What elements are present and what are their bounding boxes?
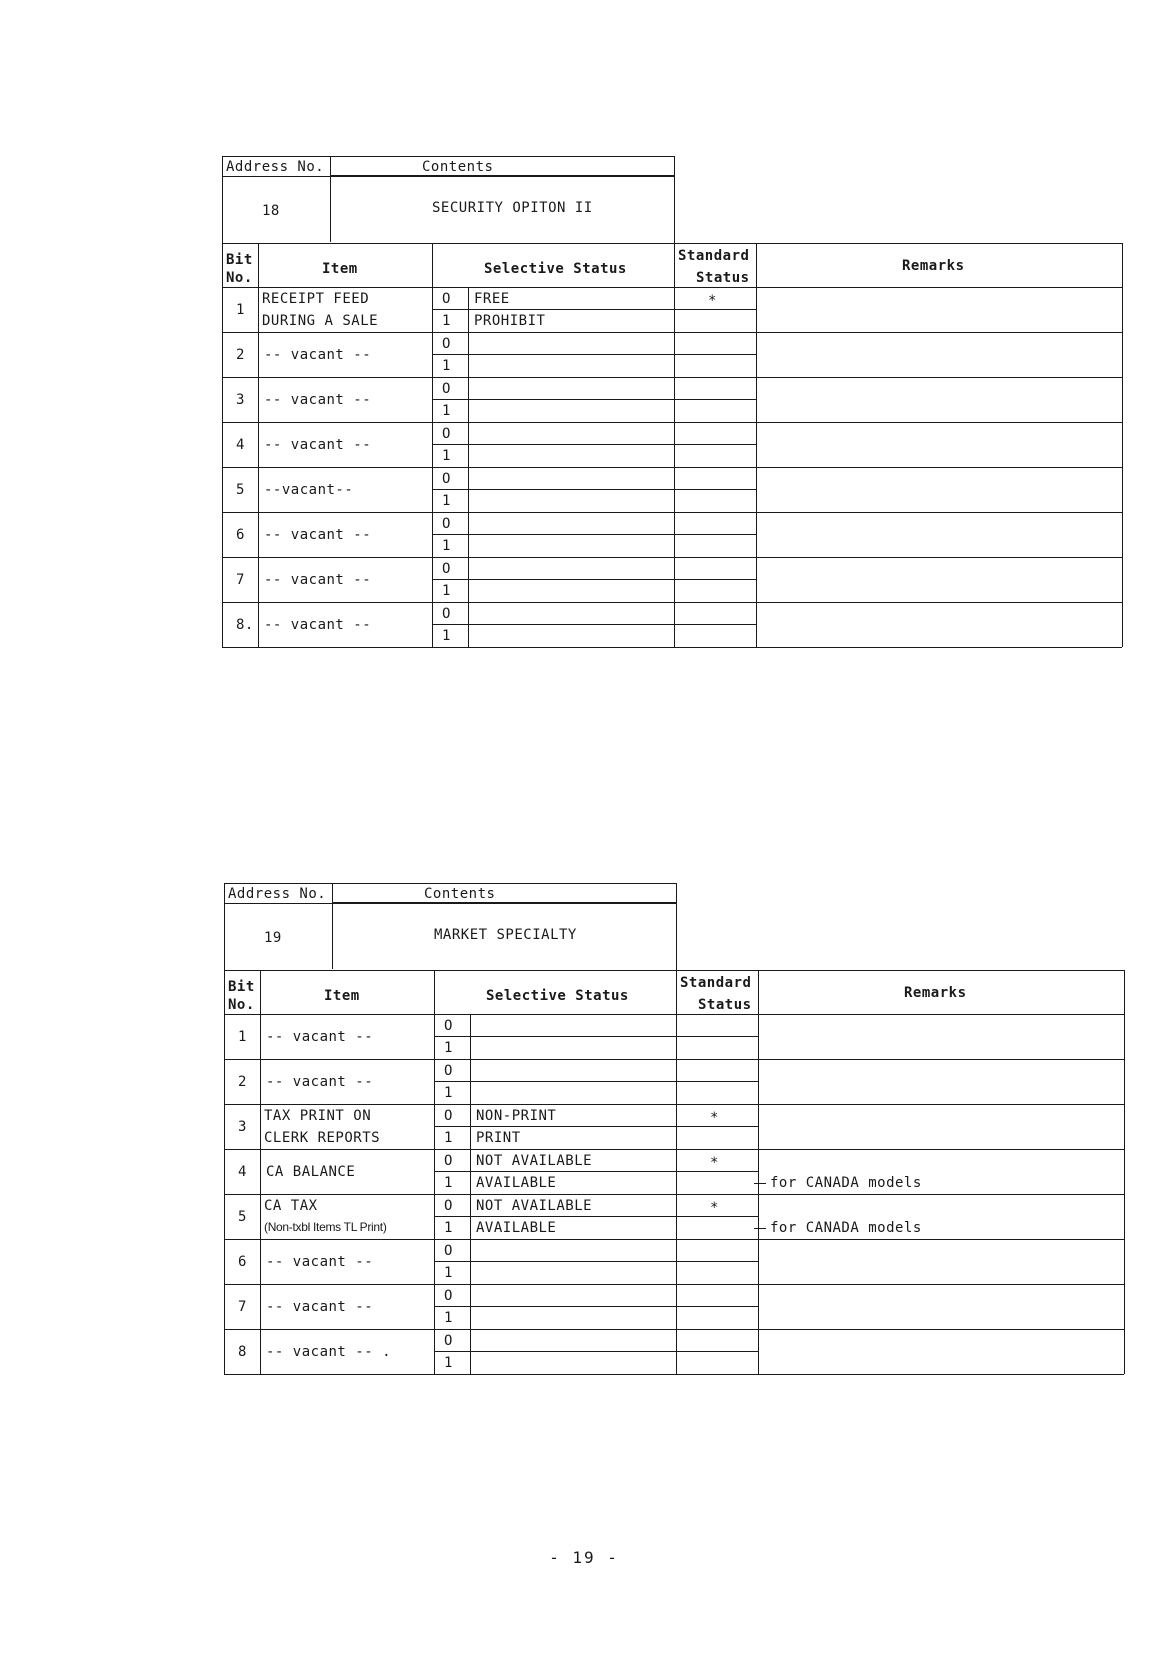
grid-hline bbox=[332, 902, 676, 903]
grid-hline bbox=[224, 883, 676, 884]
item-name: -- vacant -- bbox=[264, 347, 372, 363]
grid-vline bbox=[470, 1284, 471, 1329]
bit-number: 3 bbox=[236, 392, 245, 408]
grid-vline bbox=[468, 557, 469, 602]
bit-number: 1 bbox=[238, 1029, 247, 1045]
grid-vline bbox=[222, 422, 223, 467]
grid-vline bbox=[258, 602, 259, 647]
bit-number: 4 bbox=[236, 437, 245, 453]
grid-hline bbox=[224, 1014, 1124, 1015]
grid-vline bbox=[676, 1014, 677, 1059]
status-zero-digit: O bbox=[444, 1288, 453, 1304]
grid-vline bbox=[470, 1059, 471, 1104]
grid-vline bbox=[224, 1014, 225, 1059]
grid-vline bbox=[224, 1284, 225, 1329]
grid-vline bbox=[1124, 1194, 1125, 1239]
grid-hline bbox=[434, 1351, 758, 1352]
grid-hline bbox=[224, 1329, 1124, 1330]
grid-vline bbox=[470, 1149, 471, 1194]
status-zero-text: NOT AVAILABLE bbox=[476, 1153, 593, 1169]
grid-hline bbox=[434, 1081, 758, 1082]
grid-hline bbox=[432, 399, 756, 400]
status-zero-digit: O bbox=[442, 561, 451, 577]
grid-vline bbox=[432, 602, 433, 647]
grid-hline bbox=[224, 1284, 1124, 1285]
grid-vline bbox=[224, 970, 225, 1014]
col-status-label: Selective Status bbox=[484, 261, 627, 277]
grid-hline bbox=[222, 243, 1122, 244]
grid-vline bbox=[674, 467, 675, 512]
grid-hline bbox=[434, 1216, 758, 1217]
bit-number: 2 bbox=[236, 347, 245, 363]
status-zero-text: NOT AVAILABLE bbox=[476, 1198, 593, 1214]
status-zero-digit: O bbox=[444, 1108, 453, 1124]
grid-vline bbox=[756, 557, 757, 602]
status-one-digit: 1 bbox=[444, 1220, 453, 1236]
status-zero-text: FREE bbox=[474, 291, 510, 307]
item-name: -- vacant -- bbox=[264, 392, 372, 408]
grid-vline bbox=[1124, 1239, 1125, 1284]
status-zero-digit: O bbox=[442, 426, 451, 442]
grid-vline bbox=[758, 1059, 759, 1104]
grid-hline bbox=[224, 1104, 1124, 1105]
status-zero-digit: O bbox=[442, 381, 451, 397]
grid-vline bbox=[468, 377, 469, 422]
grid-vline bbox=[468, 422, 469, 467]
bit-number: 2 bbox=[238, 1074, 247, 1090]
grid-vline bbox=[1122, 602, 1123, 647]
standard-mark-zero: * bbox=[710, 1155, 719, 1171]
grid-vline bbox=[756, 243, 757, 287]
grid-vline bbox=[674, 243, 675, 287]
status-one-text: PROHIBIT bbox=[474, 313, 546, 329]
grid-vline bbox=[676, 1059, 677, 1104]
grid-vline bbox=[222, 512, 223, 557]
item-line-1: RECEIPT FEED bbox=[262, 291, 370, 307]
grid-vline bbox=[432, 377, 433, 422]
grid-vline bbox=[258, 467, 259, 512]
grid-vline bbox=[676, 1149, 677, 1194]
grid-vline bbox=[330, 156, 331, 242]
grid-vline bbox=[222, 243, 223, 287]
status-one-digit: 1 bbox=[444, 1040, 453, 1056]
item-line-2: CLERK REPORTS bbox=[264, 1130, 381, 1146]
grid-vline bbox=[434, 1329, 435, 1374]
grid-vline bbox=[676, 1104, 677, 1149]
col-bit-label: Bit bbox=[226, 252, 253, 268]
bit-number: 5 bbox=[236, 482, 245, 498]
grid-vline bbox=[756, 332, 757, 377]
bit-number: 5 bbox=[238, 1209, 247, 1225]
grid-vline bbox=[224, 1059, 225, 1104]
grid-vline bbox=[432, 422, 433, 467]
grid-vline bbox=[1124, 1059, 1125, 1104]
item-name: -- vacant -- bbox=[266, 1254, 374, 1270]
grid-vline bbox=[758, 1329, 759, 1374]
grid-vline bbox=[332, 883, 333, 969]
grid-hline bbox=[222, 176, 674, 177]
status-zero-digit: O bbox=[444, 1333, 453, 1349]
col-remarks-label: Remarks bbox=[904, 985, 967, 1001]
bit-number: 8 bbox=[238, 1344, 247, 1360]
item-name: -- vacant -- bbox=[264, 572, 372, 588]
grid-vline bbox=[468, 287, 469, 332]
col-remarks-label: Remarks bbox=[902, 258, 965, 274]
grid-vline bbox=[258, 557, 259, 602]
grid-vline bbox=[432, 332, 433, 377]
status-zero-digit: O bbox=[442, 336, 451, 352]
status-one-digit: 1 bbox=[444, 1130, 453, 1146]
status-one-digit: 1 bbox=[442, 448, 451, 464]
grid-vline bbox=[224, 1104, 225, 1149]
grid-vline bbox=[674, 557, 675, 602]
grid-vline bbox=[674, 422, 675, 467]
grid-hline bbox=[434, 1126, 758, 1127]
item-line-2: (Non-txbl Items TL Print) bbox=[264, 1220, 387, 1234]
grid-vline bbox=[758, 1194, 759, 1239]
grid-vline bbox=[260, 1284, 261, 1329]
grid-vline bbox=[434, 1284, 435, 1329]
status-one-text: AVAILABLE bbox=[476, 1220, 557, 1236]
status-zero-digit: O bbox=[444, 1153, 453, 1169]
grid-vline bbox=[432, 512, 433, 557]
grid-vline bbox=[1124, 1014, 1125, 1059]
grid-vline bbox=[258, 243, 259, 287]
grid-vline bbox=[756, 377, 757, 422]
item-name: -- vacant -- bbox=[264, 437, 372, 453]
grid-vline bbox=[1122, 467, 1123, 512]
grid-vline bbox=[470, 1329, 471, 1374]
remark-one: for CANADA models bbox=[770, 1220, 922, 1236]
grid-vline bbox=[222, 377, 223, 422]
grid-vline bbox=[222, 332, 223, 377]
remark-leader-line bbox=[754, 1183, 766, 1184]
grid-vline bbox=[758, 1284, 759, 1329]
grid-hline bbox=[222, 422, 1122, 423]
grid-vline bbox=[224, 1149, 225, 1194]
status-one-digit: 1 bbox=[444, 1175, 453, 1191]
grid-hline bbox=[330, 175, 674, 176]
status-one-digit: 1 bbox=[442, 358, 451, 374]
grid-vline bbox=[260, 1194, 261, 1239]
status-zero-digit: O bbox=[444, 1063, 453, 1079]
grid-hline bbox=[432, 624, 756, 625]
status-zero-digit: O bbox=[444, 1243, 453, 1259]
grid-vline bbox=[468, 332, 469, 377]
bit-number: 1 bbox=[236, 302, 245, 318]
grid-vline bbox=[224, 1239, 225, 1284]
contents-label: Contents bbox=[422, 159, 494, 175]
grid-vline bbox=[1124, 970, 1125, 1014]
grid-vline bbox=[434, 1104, 435, 1149]
item-name: CA BALANCE bbox=[266, 1164, 356, 1180]
remark-one: for CANADA models bbox=[770, 1175, 922, 1191]
status-one-digit: 1 bbox=[442, 628, 451, 644]
item-line-2: DURING A SALE bbox=[262, 313, 379, 329]
grid-vline bbox=[1122, 243, 1123, 287]
grid-hline bbox=[222, 512, 1122, 513]
grid-vline bbox=[468, 512, 469, 557]
grid-vline bbox=[260, 1329, 261, 1374]
grid-hline bbox=[224, 1374, 1124, 1375]
grid-vline bbox=[434, 1014, 435, 1059]
grid-vline bbox=[756, 422, 757, 467]
col-item-label: Item bbox=[322, 261, 358, 277]
item-name: -- vacant -- bbox=[264, 527, 372, 543]
status-one-text: PRINT bbox=[476, 1130, 521, 1146]
bit-number: 6 bbox=[238, 1254, 247, 1270]
grid-vline bbox=[756, 602, 757, 647]
status-zero-digit: O bbox=[444, 1198, 453, 1214]
status-one-digit: 1 bbox=[444, 1265, 453, 1281]
col-standard-label: Standard bbox=[680, 975, 752, 991]
grid-vline bbox=[258, 422, 259, 467]
grid-hline bbox=[224, 1194, 1124, 1195]
status-zero-digit: O bbox=[442, 471, 451, 487]
grid-vline bbox=[756, 512, 757, 557]
grid-vline bbox=[1122, 422, 1123, 467]
grid-vline bbox=[222, 602, 223, 647]
status-zero-digit: O bbox=[442, 606, 451, 622]
grid-vline bbox=[1124, 1104, 1125, 1149]
grid-vline bbox=[470, 1194, 471, 1239]
grid-vline bbox=[224, 883, 225, 970]
grid-hline bbox=[434, 1171, 758, 1172]
grid-vline bbox=[222, 156, 223, 243]
grid-vline bbox=[674, 156, 675, 243]
grid-hline bbox=[224, 970, 1124, 971]
status-one-digit: 1 bbox=[442, 583, 451, 599]
grid-vline bbox=[1122, 377, 1123, 422]
status-zero-digit: O bbox=[444, 1018, 453, 1034]
grid-vline bbox=[676, 1284, 677, 1329]
grid-vline bbox=[1122, 287, 1123, 332]
standard-mark-zero: * bbox=[708, 293, 717, 309]
contents-value: MARKET SPECIALTY bbox=[434, 927, 577, 943]
grid-hline bbox=[224, 1149, 1124, 1150]
item-name: -- vacant -- bbox=[264, 617, 372, 633]
grid-vline bbox=[224, 1194, 225, 1239]
standard-mark-zero: * bbox=[710, 1200, 719, 1216]
item-line-1: TAX PRINT ON bbox=[264, 1108, 372, 1124]
status-zero-digit: O bbox=[442, 516, 451, 532]
grid-vline bbox=[758, 970, 759, 1014]
col-standard-status-label: Status bbox=[698, 997, 752, 1013]
grid-hline bbox=[224, 1239, 1124, 1240]
status-zero-text: NON-PRINT bbox=[476, 1108, 557, 1124]
grid-hline bbox=[432, 579, 756, 580]
grid-hline bbox=[432, 309, 756, 310]
bit-number: 7 bbox=[238, 1299, 247, 1315]
grid-vline bbox=[470, 1239, 471, 1284]
grid-vline bbox=[758, 1014, 759, 1059]
grid-vline bbox=[1124, 1149, 1125, 1194]
grid-vline bbox=[674, 377, 675, 422]
status-one-digit: 1 bbox=[444, 1355, 453, 1371]
grid-vline bbox=[258, 377, 259, 422]
grid-vline bbox=[1124, 1329, 1125, 1374]
bit-number: 8. bbox=[236, 617, 254, 633]
bit-number: 4 bbox=[238, 1164, 247, 1180]
grid-vline bbox=[258, 332, 259, 377]
grid-vline bbox=[674, 602, 675, 647]
bit-number: 3 bbox=[238, 1119, 247, 1135]
grid-hline bbox=[222, 602, 1122, 603]
grid-vline bbox=[756, 467, 757, 512]
item-name: -- vacant -- bbox=[266, 1074, 374, 1090]
grid-vline bbox=[260, 1149, 261, 1194]
grid-vline bbox=[258, 512, 259, 557]
grid-vline bbox=[676, 1194, 677, 1239]
grid-hline bbox=[432, 534, 756, 535]
grid-vline bbox=[434, 1194, 435, 1239]
col-bit-label: Bit bbox=[228, 979, 255, 995]
grid-vline bbox=[758, 1104, 759, 1149]
col-standard-label: Standard bbox=[678, 248, 750, 264]
grid-vline bbox=[260, 1014, 261, 1059]
grid-vline bbox=[674, 332, 675, 377]
grid-vline bbox=[434, 1149, 435, 1194]
grid-vline bbox=[260, 1104, 261, 1149]
grid-vline bbox=[434, 1059, 435, 1104]
grid-hline bbox=[222, 287, 1122, 288]
item-name: -- vacant -- . bbox=[266, 1344, 392, 1360]
status-one-digit: 1 bbox=[444, 1310, 453, 1326]
grid-hline bbox=[434, 1306, 758, 1307]
remark-leader-line bbox=[754, 1228, 766, 1229]
grid-hline bbox=[432, 444, 756, 445]
grid-hline bbox=[432, 354, 756, 355]
grid-vline bbox=[260, 1059, 261, 1104]
grid-vline bbox=[676, 970, 677, 1014]
item-name: -- vacant -- bbox=[266, 1029, 374, 1045]
grid-vline bbox=[470, 1014, 471, 1059]
item-line-1: CA TAX bbox=[264, 1198, 318, 1214]
col-no-label: No. bbox=[226, 270, 253, 286]
col-status-label: Selective Status bbox=[486, 988, 629, 1004]
grid-hline bbox=[222, 156, 674, 157]
grid-vline bbox=[468, 467, 469, 512]
grid-vline bbox=[676, 1239, 677, 1284]
grid-hline bbox=[434, 1261, 758, 1262]
status-one-digit: 1 bbox=[442, 538, 451, 554]
col-standard-status-label: Status bbox=[696, 270, 750, 286]
grid-vline bbox=[222, 467, 223, 512]
grid-vline bbox=[260, 970, 261, 1014]
grid-vline bbox=[434, 1239, 435, 1284]
grid-vline bbox=[758, 1149, 759, 1194]
grid-vline bbox=[1122, 512, 1123, 557]
grid-vline bbox=[258, 287, 259, 332]
grid-vline bbox=[676, 1329, 677, 1374]
page-number: - 19 - bbox=[549, 1548, 619, 1567]
bit-number: 7 bbox=[236, 572, 245, 588]
grid-vline bbox=[432, 467, 433, 512]
status-one-digit: 1 bbox=[442, 403, 451, 419]
address-no-label: Address No. bbox=[226, 159, 325, 175]
grid-hline bbox=[432, 489, 756, 490]
grid-vline bbox=[224, 1329, 225, 1374]
grid-vline bbox=[432, 243, 433, 287]
grid-hline bbox=[224, 903, 676, 904]
item-name: -- vacant -- bbox=[266, 1299, 374, 1315]
grid-vline bbox=[1122, 557, 1123, 602]
item-name: --vacant-- bbox=[264, 482, 354, 498]
grid-vline bbox=[434, 970, 435, 1014]
grid-hline bbox=[222, 557, 1122, 558]
grid-vline bbox=[432, 287, 433, 332]
grid-hline bbox=[222, 377, 1122, 378]
contents-label: Contents bbox=[424, 886, 496, 902]
address-no-label: Address No. bbox=[228, 886, 327, 902]
address-no-value: 18 bbox=[262, 203, 280, 219]
status-one-digit: 1 bbox=[444, 1085, 453, 1101]
grid-vline bbox=[222, 557, 223, 602]
grid-vline bbox=[674, 512, 675, 557]
address-no-value: 19 bbox=[264, 930, 282, 946]
grid-vline bbox=[468, 602, 469, 647]
standard-mark-zero: * bbox=[710, 1110, 719, 1126]
grid-hline bbox=[222, 332, 1122, 333]
grid-hline bbox=[222, 647, 1122, 648]
grid-hline bbox=[434, 1036, 758, 1037]
grid-hline bbox=[222, 467, 1122, 468]
grid-vline bbox=[758, 1239, 759, 1284]
grid-hline bbox=[224, 1059, 1124, 1060]
status-one-digit: 1 bbox=[442, 313, 451, 329]
status-zero-digit: O bbox=[442, 291, 451, 307]
status-one-text: AVAILABLE bbox=[476, 1175, 557, 1191]
bit-number: 6 bbox=[236, 527, 245, 543]
col-no-label: No. bbox=[228, 997, 255, 1013]
contents-value: SECURITY OPITON II bbox=[432, 200, 593, 216]
status-one-digit: 1 bbox=[442, 493, 451, 509]
grid-vline bbox=[222, 287, 223, 332]
grid-vline bbox=[1122, 332, 1123, 377]
grid-vline bbox=[470, 1104, 471, 1149]
grid-vline bbox=[260, 1239, 261, 1284]
grid-vline bbox=[1124, 1284, 1125, 1329]
grid-vline bbox=[674, 287, 675, 332]
grid-vline bbox=[432, 557, 433, 602]
grid-vline bbox=[676, 883, 677, 970]
col-item-label: Item bbox=[324, 988, 360, 1004]
grid-vline bbox=[756, 287, 757, 332]
